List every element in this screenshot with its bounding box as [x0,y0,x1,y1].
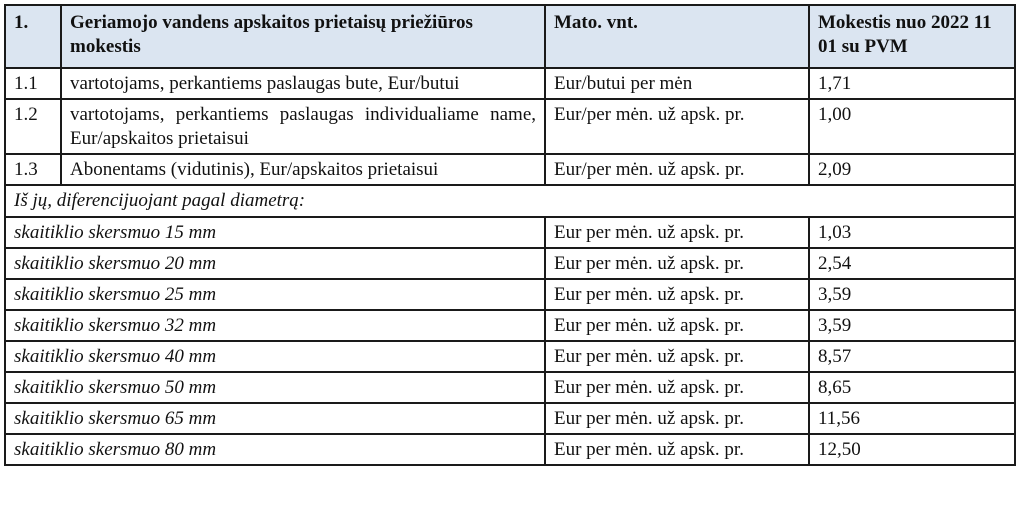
meter-fee: 8,65 [809,372,1015,403]
row-fee: 1,71 [809,68,1015,99]
fee-table [4,4,1016,466]
table-row [5,248,1015,279]
meter-unit: Eur per mėn. už apsk. pr. [545,248,809,279]
table-row [5,154,1015,185]
table-row [5,403,1015,434]
header-fee: Mokestis nuo 2022 11 01 su PVM [809,5,1015,68]
meter-description: skaitiklio skersmuo 40 mm [5,341,545,372]
meter-description: skaitiklio skersmuo 15 mm [5,217,545,248]
table-row [5,99,1015,154]
meter-description: skaitiklio skersmuo 65 mm [5,403,545,434]
row-fee: 1,00 [809,99,1015,154]
table-row [5,68,1015,99]
meter-description: skaitiklio skersmuo 32 mm [5,310,545,341]
header-number: 1. [5,5,61,68]
table-row [5,279,1015,310]
meter-description: skaitiklio skersmuo 20 mm [5,248,545,279]
table-row [5,434,1015,465]
subheading: Iš jų, diferencijuojant pagal diametrą: [5,185,1015,217]
meter-unit: Eur per mėn. už apsk. pr. [545,217,809,248]
meter-description: skaitiklio skersmuo 50 mm [5,372,545,403]
row-number: 1.1 [5,68,61,99]
row-fee: 2,09 [809,154,1015,185]
meter-unit: Eur per mėn. už apsk. pr. [545,341,809,372]
meter-fee: 1,03 [809,217,1015,248]
row-unit: Eur/per mėn. už apsk. pr. [545,99,809,154]
header-unit: Mato. vnt. [545,5,809,68]
table-row [5,217,1015,248]
header-title: Geriamojo vandens apskaitos prietaisų priežiūros mokestis [61,5,545,68]
meter-fee: 3,59 [809,279,1015,310]
meter-fee: 11,56 [809,403,1015,434]
meter-unit: Eur per mėn. už apsk. pr. [545,434,809,465]
meter-fee: 12,50 [809,434,1015,465]
table-row [5,310,1015,341]
meter-fee: 3,59 [809,310,1015,341]
meter-unit: Eur per mėn. už apsk. pr. [545,279,809,310]
meter-description: skaitiklio skersmuo 80 mm [5,434,545,465]
row-number: 1.2 [5,99,61,154]
meter-unit: Eur per mėn. už apsk. pr. [545,372,809,403]
row-unit: Eur/butui per mėn [545,68,809,99]
table-row [5,341,1015,372]
subheading-row [5,185,1015,217]
meter-description: skaitiklio skersmuo 25 mm [5,279,545,310]
row-description: Abonentams (vidutinis), Eur/apskaitos prietaisui [61,154,545,185]
meter-fee: 2,54 [809,248,1015,279]
row-unit: Eur/per mėn. už apsk. pr. [545,154,809,185]
meter-unit: Eur per mėn. už apsk. pr. [545,403,809,434]
fee-table-wrapper [4,4,1016,466]
row-description: vartotojams, perkantiems paslaugas individualiame name, Eur/apskaitos prietaisui [61,99,545,154]
row-number: 1.3 [5,154,61,185]
table-row [5,372,1015,403]
table-header-row [5,5,1015,68]
row-description: vartotojams, perkantiems paslaugas bute, Eur/butui [61,68,545,99]
meter-fee: 8,57 [809,341,1015,372]
meter-unit: Eur per mėn. už apsk. pr. [545,310,809,341]
